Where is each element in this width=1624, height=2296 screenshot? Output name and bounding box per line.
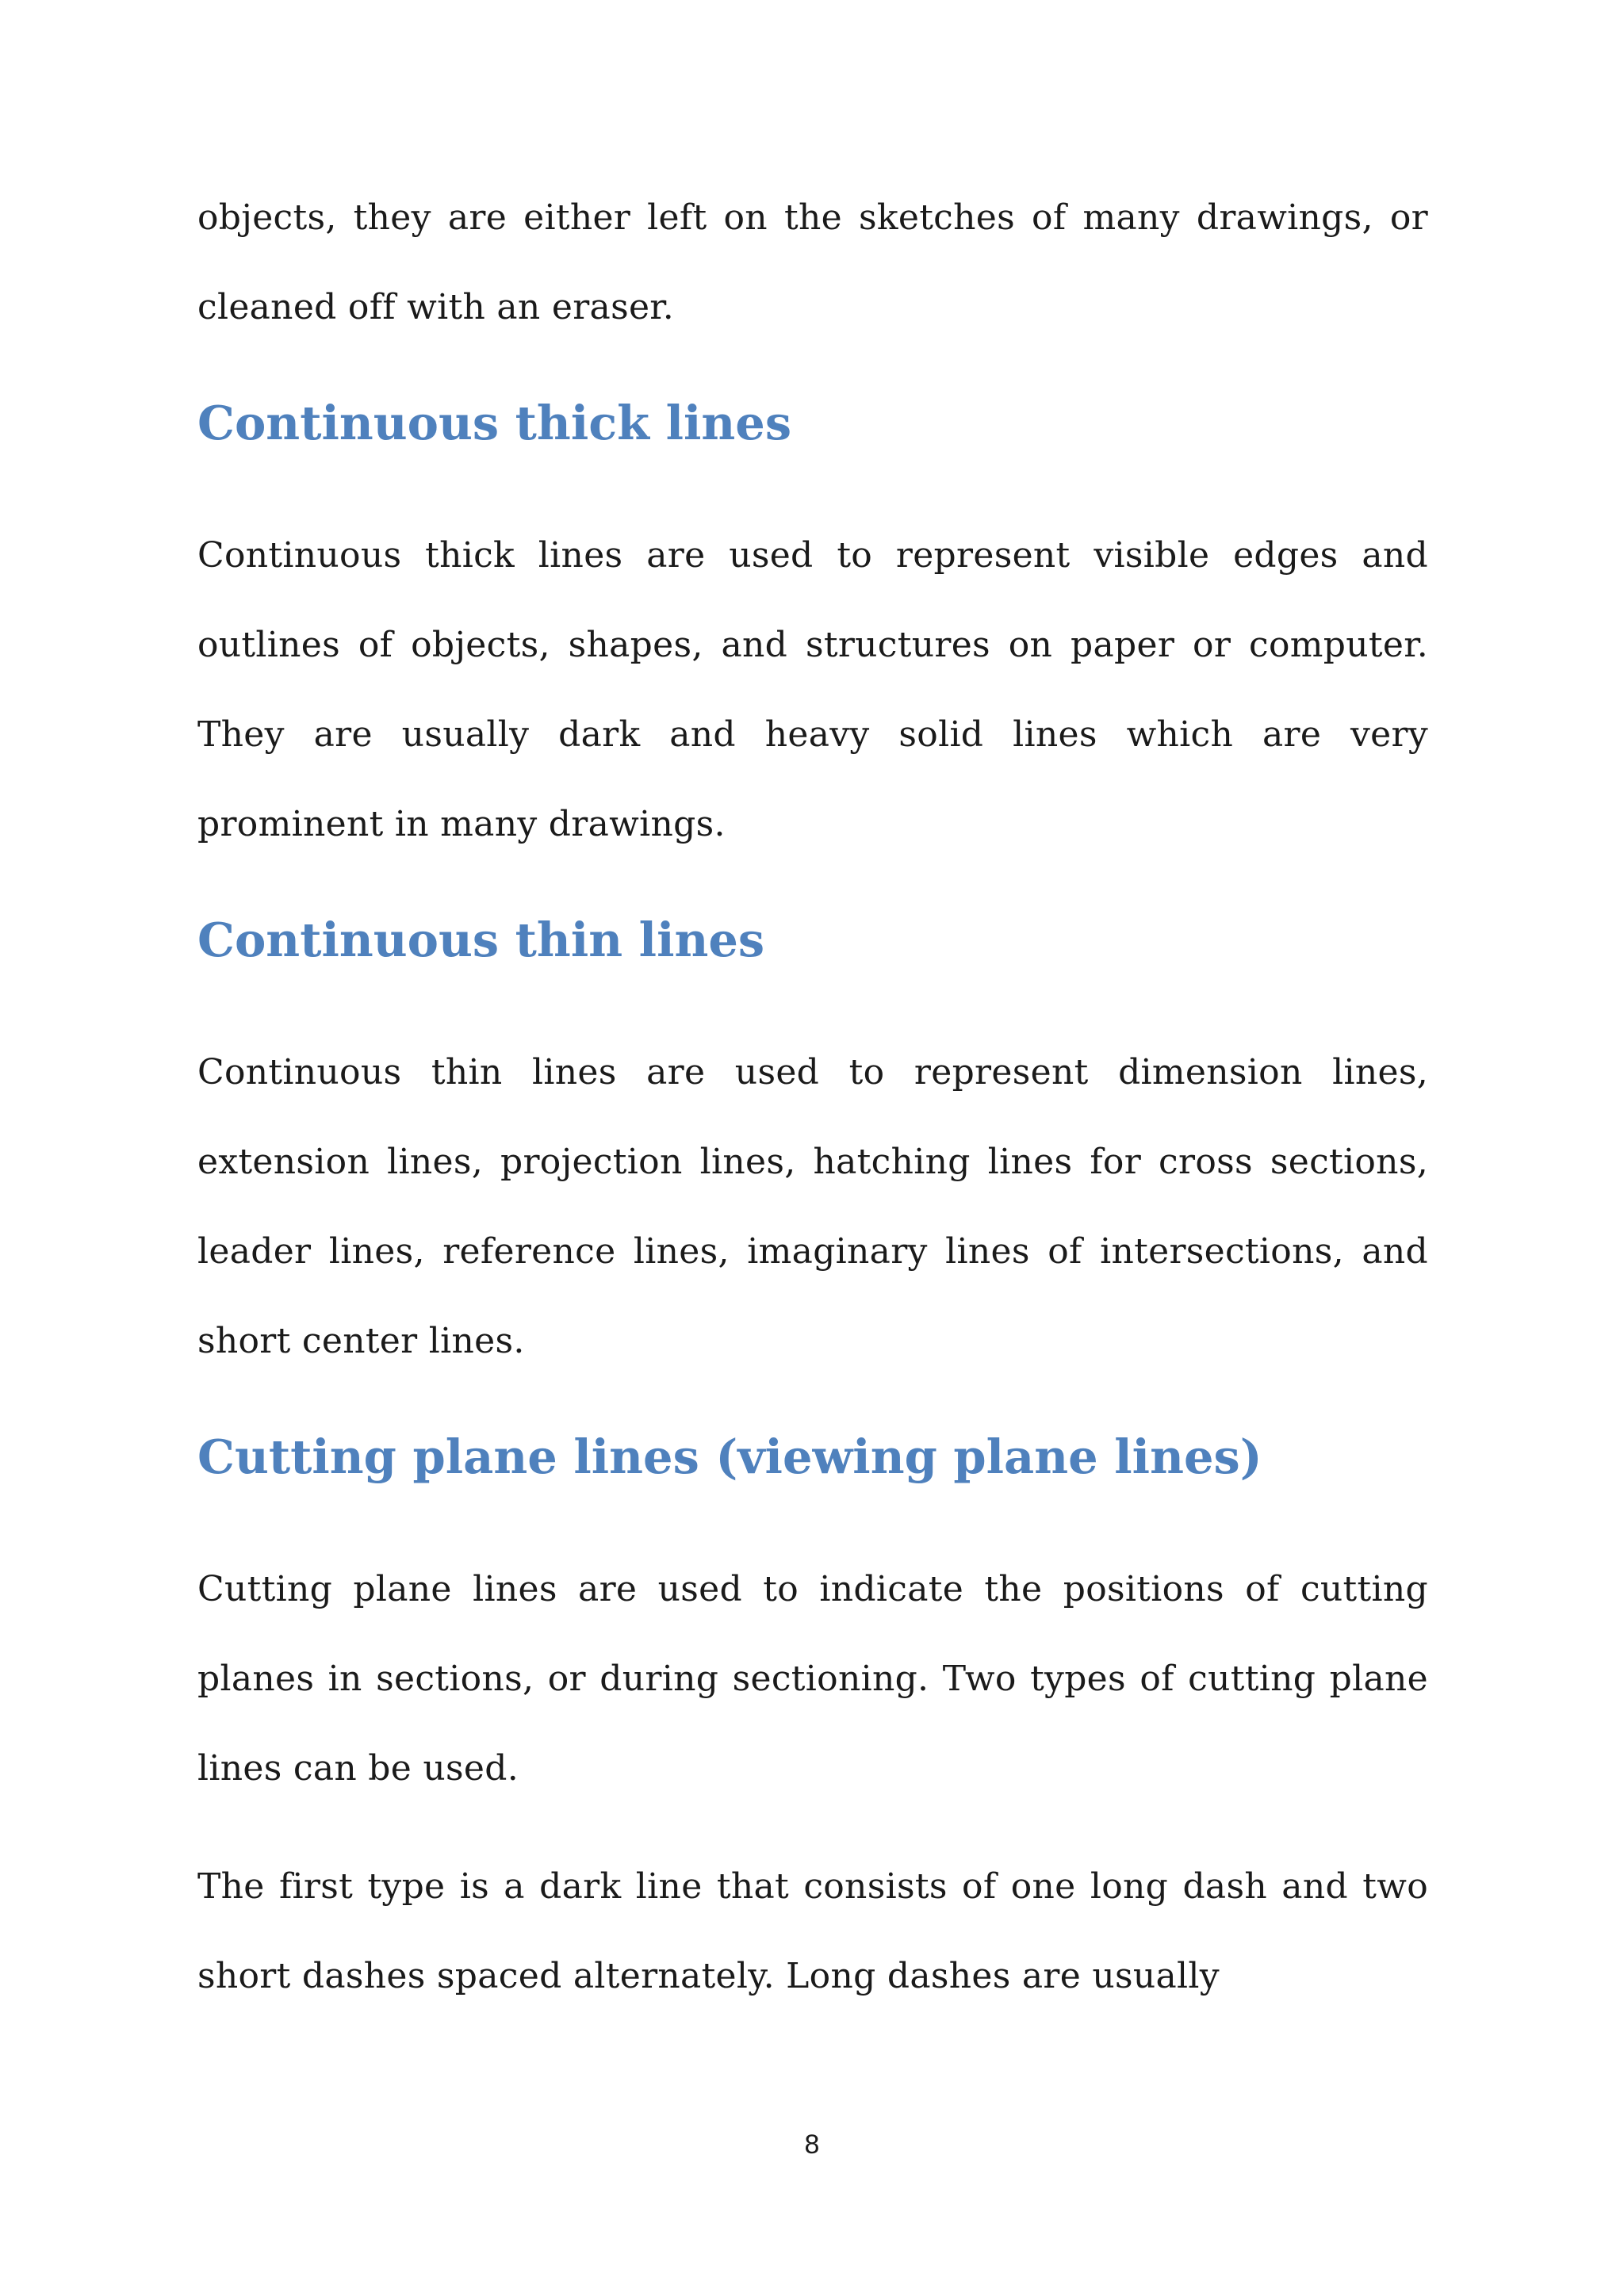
paragraph-cutting-plane-lines-2: The first type is a dark line that consists of one long dash and two short dashes spaced alternately. Long dashes are usually bbox=[197, 1866, 1428, 1996]
heading-cutting-plane-lines: Cutting plane lines (viewing plane lines) bbox=[197, 1429, 1262, 1484]
paragraph-cutting-plane-lines-1: Cutting plane lines are used to indicate the positions of cutting planes in sections, or during sectioning. Two types of cutting plane lines can be used. bbox=[197, 1569, 1428, 1789]
heading-continuous-thin-lines: Continuous thin lines bbox=[197, 913, 765, 967]
paragraph-continuous-thick-lines: Continuous thick lines are used to represent visible edges and outlines of objects, shapes, and structures on paper or computer. They are usually dark and heavy solid lines which are very prominent in many drawings. bbox=[197, 535, 1428, 844]
page-content bbox=[197, 173, 1428, 2021]
paragraph-continuous-thin-lines: Continuous thin lines are used to represent dimension lines, extension lines, projection lines, hatching lines for cross sections, leader lines, reference lines, imaginary lines of intersections, and short center lines. bbox=[197, 1052, 1428, 1361]
heading-continuous-thick-lines: Continuous thick lines bbox=[197, 396, 792, 450]
paragraph-intro: objects, they are either left on the sketches of many drawings, or cleaned off with an eraser. bbox=[197, 197, 1428, 327]
page-number: 8 bbox=[804, 2130, 820, 2160]
